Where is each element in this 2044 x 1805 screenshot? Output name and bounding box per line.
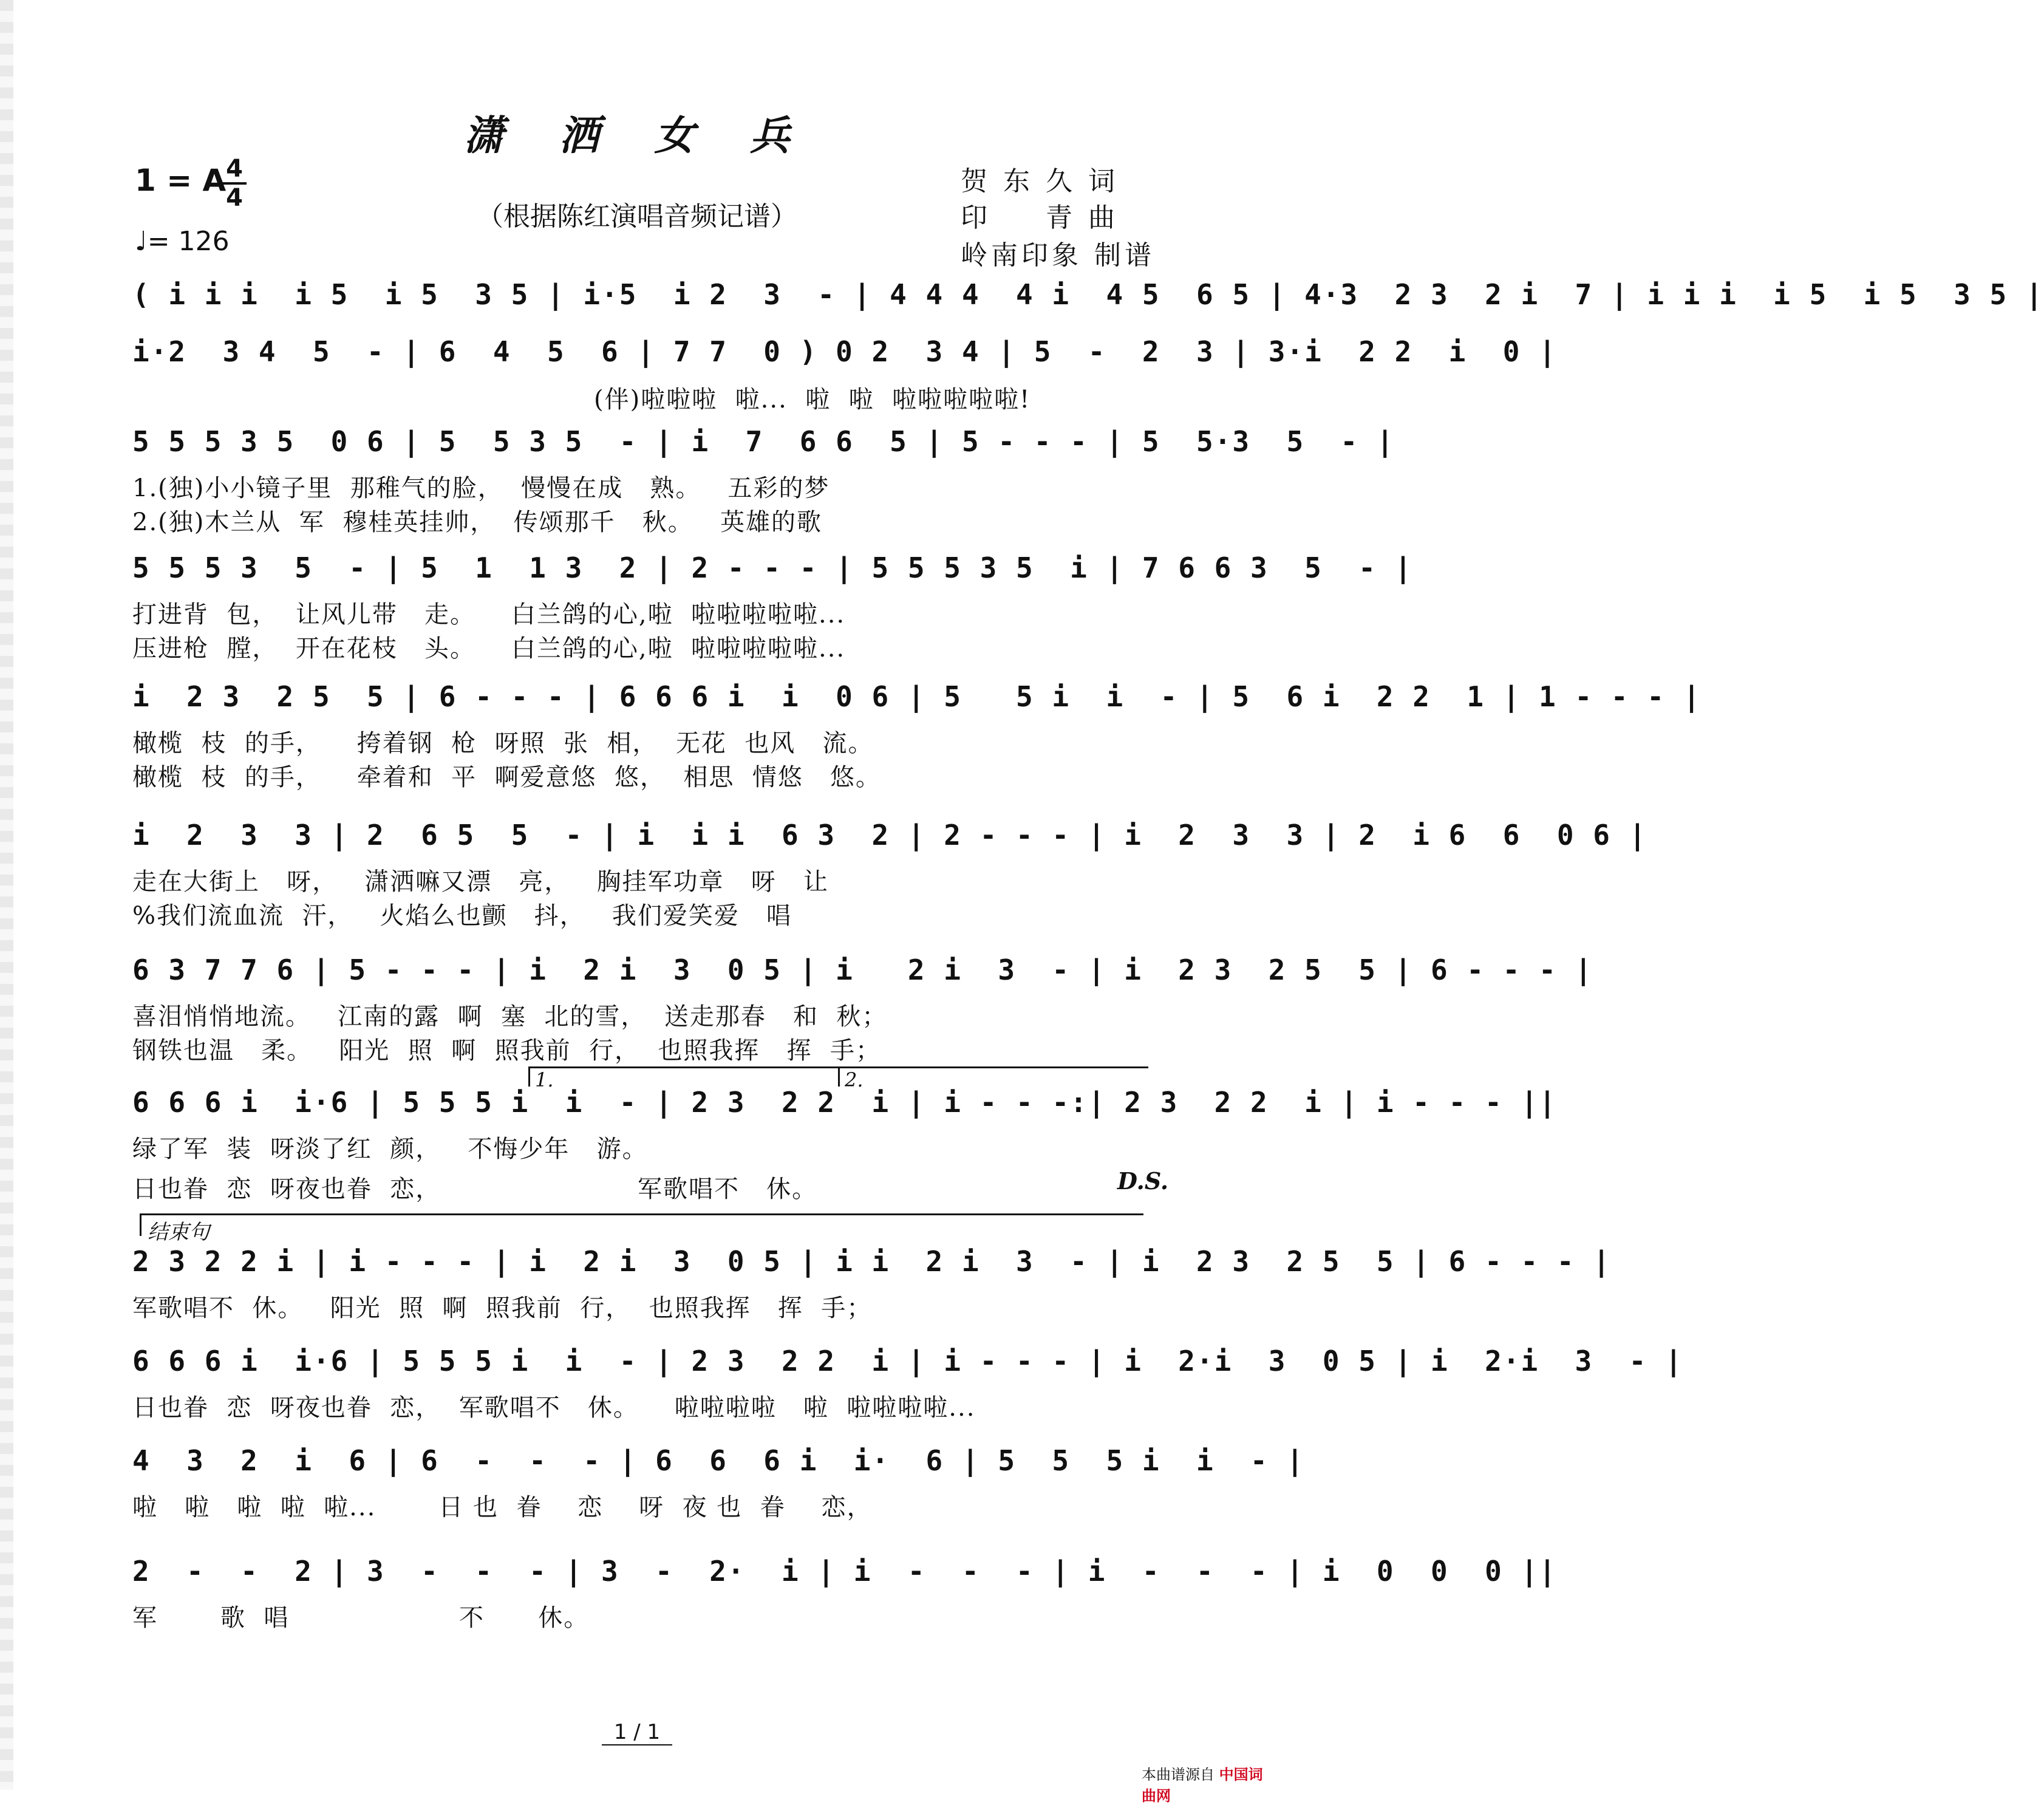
notation: 5 5 5 3 5 0 6 | 5 5 3 5 - | i 7 6 6 5 | 5 - - - | 5 5·3 5 - | <box>132 425 1395 458</box>
time-sig-bottom: 4 <box>226 184 243 212</box>
page-number <box>0 1720 1274 1744</box>
lyric-verse-2: 钢铁也温 柔。 阳光 照 啊 照我前 行， 也照我挥 挥 手； <box>132 1037 882 1065</box>
lyric-verse-1: 喜泪悄悄地流。 江南的露 啊 塞 北的雪， 送走那春 和 秋； <box>132 1003 888 1031</box>
lyric-verse: 啦 啦 啦 啦 啦... 日 也 眷 恋 呀 夜 也 眷 恋， <box>132 1493 873 1521</box>
lyric-verse-2: 2.(独)木兰从 军 穆桂英挂帅， 传颂那千 秋。 英雄的歌 <box>132 508 822 536</box>
notation: i 2 3 3 | 2 6 5 5 - | i i i 6 3 2 | 2 - - - | i 2 3 3 | 2 i 6 6 0 6 | <box>132 819 1647 851</box>
lyric-verse: 日也眷 恋 呀夜也眷 恋， 军歌唱不 休。 啦啦啦啦 啦 啦啦啦啦... <box>132 1394 976 1422</box>
volta-second-ending: 2. <box>838 1066 1148 1087</box>
lyric-verse-1: 绿了军 装 呀淡了红 颜， 不悔少年 游。 <box>132 1135 648 1163</box>
lyric-verse-2: 压进枪 膛， 开在花枝 头。 白兰鸽的心,啦 啦啦啦啦啦... <box>132 635 846 663</box>
page-edge-watermark <box>0 0 13 1790</box>
key-signature: 1 = A <box>135 163 227 198</box>
notation: 6 3 7 7 6 | 5 - - - | i 2 i 3 0 5 | i 2 i 3 - | i 2 3 2 5 5 | 6 - - - | <box>132 954 1593 986</box>
credit-composer: 印 青 曲 <box>961 202 1119 233</box>
lyric-verse-2: 橄榄 枝 的手， 牵着和 平 啊爱意悠 悠， 相思 情悠 悠。 <box>132 763 882 791</box>
source-attribution <box>1142 1762 1274 1805</box>
credit-arranger: 岭南印象 制谱 <box>961 240 1155 271</box>
notation: 2 - - 2 | 3 - - - | 3 - 2· i | i - - - | i - - - | i 0 0 0 || <box>132 1555 1557 1588</box>
coda-label: 结束句 <box>140 1213 1143 1236</box>
song-title: 潇 洒 女 兵 <box>463 112 811 159</box>
notation: i·2 3 4 5 - | 6 4 5 6 | 7 7 0 ) 0 2 3 4 | 5 - 2 3 | 3·i 2 2 i 0 | <box>132 335 1557 368</box>
page-number-text: 1 / 1 <box>602 1720 672 1745</box>
credit-lyricist: 贺 东 久 词 <box>961 166 1119 197</box>
notation: ( i i i i 5 i 5 3 5 | i·5 i 2 3 - | 4 4 4 4 i 4 5 6 5 | 4·3 2 3 2 i 7 | i i i i 5 i 5 3 5 | <box>132 278 2044 311</box>
volta-first-ending: 1. <box>528 1066 839 1087</box>
lyric-verse-2: 日也眷 恋 呀夜也眷 恋， 军歌唱不 休。 <box>132 1175 818 1203</box>
lyric-verse-1: 打进背 包， 让风儿带 走。 白兰鸽的心,啦 啦啦啦啦啦... <box>132 601 846 629</box>
lyric-verse: (伴)啦啦啦 啦... 啦 啦 啦啦啦啦啦! <box>594 386 1031 414</box>
lyric-verse: 军歌唱不 休。 阳光 照 啊 照我前 行， 也照我挥 挥 手； <box>132 1294 873 1322</box>
notation: 6 6 6 i i·6 | 5 5 5 i i - | 2 3 2 2 i | i - - -:| 2 3 2 2 i | i - - - || <box>132 1086 1557 1119</box>
time-sig-top: 4 <box>226 155 243 183</box>
lyric-verse: 军 歌 唱 不 休。 <box>132 1604 590 1632</box>
subtitle: （根据陈红演唱音频记谱） <box>477 201 797 232</box>
lyric-verse-1: 走在大街上 呀， 潇洒嘛又漂 亮， 胸挂军功章 呀 让 <box>132 868 829 896</box>
notation: 6 6 6 i i·6 | 5 5 5 i i - | 2 3 2 2 i | i - - - | i 2·i 3 0 5 | i 2·i 3 - | <box>132 1345 1683 1377</box>
lyric-verse-1: 橄榄 枝 的手， 挎着钢 枪 呀照 张 相， 无花 也风 流。 <box>132 729 874 757</box>
lyric-verse-2: %我们流血流 汗， 火焰么也颤 抖， 我们爱笑爱 唱 <box>132 902 792 930</box>
source-site-link[interactable]: 中国词曲网 <box>1142 1766 1263 1804</box>
lyric-verse-1: 1.(独)小小镜子里 那稚气的脸， 慢慢在成 熟。 五彩的梦 <box>132 474 830 502</box>
notation: 4 3 2 i 6 | 6 - - - | 6 6 6 i i· 6 | 5 5 5 i i - | <box>132 1444 1305 1477</box>
source-label: 本曲谱源自 <box>1142 1766 1214 1783</box>
dal-segno-mark: D.S. <box>1117 1167 1169 1195</box>
notation: i 2 3 2 5 5 | 6 - - - | 6 6 6 i i 0 6 | 5 5 i i - | 5 6 i 2 2 1 | 1 - - - | <box>132 680 1702 713</box>
tempo-marking: ♩= 126 <box>135 226 230 257</box>
notation: 5 5 5 3 5 - | 5 1 1 3 2 | 2 - - - | 5 5 5 3 5 i | 7 6 6 3 5 - | <box>132 551 1413 584</box>
notation: 2 3 2 2 i | i - - - | i 2 i 3 0 5 | i i 2 i 3 - | i 2 3 2 5 5 | 6 - - - | <box>132 1245 1611 1278</box>
